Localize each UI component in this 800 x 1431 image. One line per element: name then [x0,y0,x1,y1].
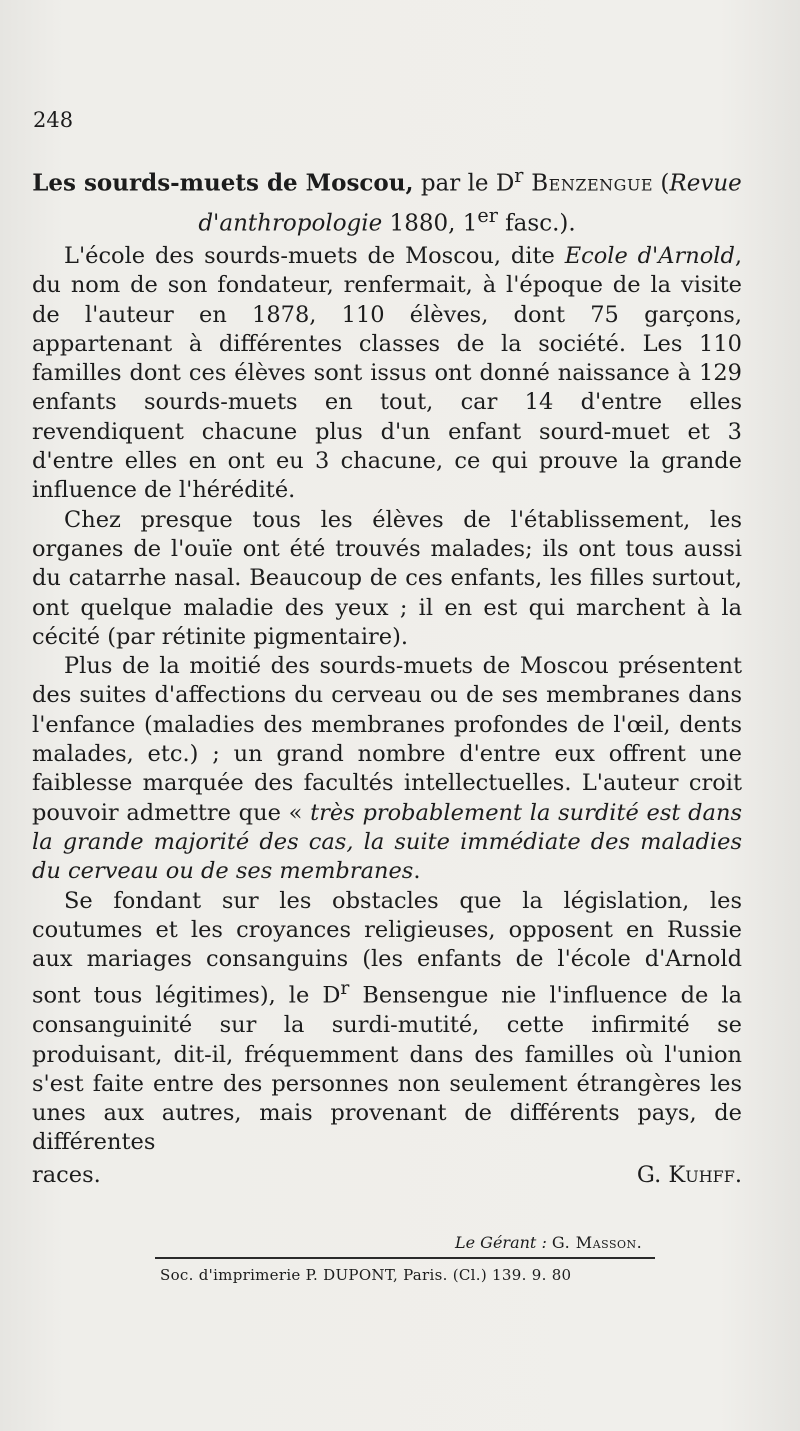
title-tail-end: fasc.). [497,210,576,237]
paragraph-3 [32,652,742,886]
gerant-line [455,1233,642,1252]
title-tail: 1880, 1 [382,210,478,237]
page-number: 248 [33,108,74,132]
title-journal-1: Revue [669,170,742,197]
printer-imprint: Soc. d'imprimerie P. DUPONT, Paris. (Cl.) 139. 9. 80 [160,1266,572,1284]
author-signature: G. Kuhff. [636,1162,742,1188]
gerant-label: Le Gérant : [455,1233,552,1252]
paragraph-1-text-c: , du nom de son fondateur, renfermait, à l'époque de la visite de l'auteur en 1878, 110 élèves, dont 75 garçons, appartenant à différentes classes de la société. Les 110 familles dont ces élèves sont issus ont donné naissance à 129 enfants sourds-muets en tout, car 14 d'entre elles revendiquent chacune plus d'un enfant sourd-muet et 3 d'entre elles en ont eu 3 chacune, ce qui prouve la grande influence de l'hérédité. [32,243,743,504]
closing-word: races. [32,1162,101,1188]
title-journal-2: d'anthropologie [198,210,383,237]
title-by: par le D [413,170,515,197]
paragraph-3-quote: très probablement la surdité est dans la grande majorité des cas, la suite immédiate des maladies du cerveau ou de ses membranes [32,799,742,885]
paragraph-3-text-c: . [413,858,421,885]
title-by-sup: r [514,164,524,187]
paragraph-4-text-b: Bensengue nie l'influence de la consanguinité sur la surdi-mutité, cette infirmité se produisant, dit-il, fréquemment dans des familles où l'union s'est faite entre des personnes non seulement étrangères les unes aux autres, mais provenant de différents pays, de différentes [32,982,742,1156]
title-tail-sup: er [477,203,498,227]
paragraph-4-sup: r [340,978,350,1000]
paragraph-2 [32,506,742,652]
paragraph-1-italic: Ecole d'Arnold [564,243,735,269]
paragraph-2-text: Chez presque tous les élèves de l'établissement, les organes de l'ouïe ont été trouvés malades; ils ont tous aussi du catarrhe nasal. Beaucoup de ces enfants, les filles surtout, ont quelque maladie des yeux ; il en est qui marchent à la cécité (par rétinite pigmentaire). [32,506,742,650]
title-author: Benzengue [523,170,654,197]
paragraph-1 [32,242,742,506]
title-open: ( [653,170,670,197]
gerant-name: G. Masson. [551,1233,643,1252]
paragraph-4 [32,887,742,1158]
paragraph-1-text-a: L'école des sourds-muets de Moscou, dite [64,243,565,269]
title-heading: Les sourds-muets de Moscou, [32,169,414,197]
article-body [32,242,742,1158]
paragraph-3-text-a: Plus de la moitié des sourds-muets de Moscou présentent des suites d'affections du cerveau ou de ses membranes dans l'enfance (maladies des membranes profondes de l'œil, dents malades, etc.) ; un grand nombre d'entre eux offrent une faiblesse marquée des facultés intellectuelles. L'auteur croit pouvoir admettre que « [32,653,742,826]
article-title [32,160,742,239]
paragraph-4-text-a: Se fondant sur les obstacles que la législation, les coutumes et les croyances religieuses, opposent en Russie aux mariages consanguins (les enfants de l'école d'Arnold sont tous légitimes), le D [32,887,742,1009]
divider-rule [155,1257,655,1259]
